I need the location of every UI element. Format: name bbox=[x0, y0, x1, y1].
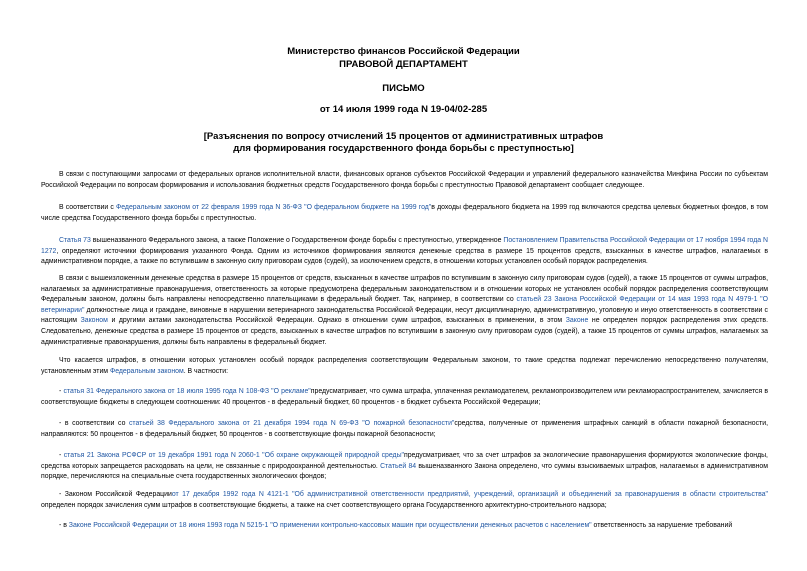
document-link[interactable]: Законом bbox=[80, 317, 108, 325]
subject-line-1: [Разъяснения по вопросу отчислений 15 процентов от административных штрафов bbox=[203, 131, 604, 142]
paragraph bbox=[41, 490, 768, 511]
paragraph bbox=[41, 451, 768, 483]
document-link[interactable]: от 17 декабря 1992 года N 4121-1 "Об административной ответственности предприятий, учреждений, организаций и объединений за правонарушения в области строительства" bbox=[171, 491, 768, 498]
document-link[interactable]: статьей 38 Федерального закона от 21 декабря 1994 года N 69-ФЗ "О пожарной безопасности" bbox=[128, 420, 455, 427]
paragraph-text: предусматривает, что сумма штрафа, уплаченная рекламодателем, рекламопроизводителем или рекламораспространителем, зачисляется в соответствующие бюджеты в следующем соотношении: 40 процентов - в федеральный бюджет, 60 процентов - в бюджет субъекта Российской Федерации; bbox=[41, 388, 768, 406]
paragraph-text: вышеназванного Закона определено, что суммы взыскиваемых штрафов, налагаемых в административном порядке, перечисляются на специальные счета государственных экологических фондов; bbox=[41, 462, 768, 481]
paragraph-text: определен порядок зачисления сумм штрафов в соответствующие бюджеты, а также на счет соответствующего органа Государственного архитектурно-строительного надзора; bbox=[41, 501, 607, 509]
paragraph bbox=[41, 170, 768, 191]
paragraph-text: В связи с поступающими запросами от федеральных органов исполнительной власти, финансовых органов субъектов Российской Федерации и управлений федерального казначейства Минфина России по субъектам Российской Федерации по вопросам формирования и использования бюджетных средств Государственного фонда борьбы с преступностью Правовой департамент сообщает следующее. bbox=[41, 171, 768, 189]
paragraph bbox=[41, 203, 768, 224]
ministry-title: Министерство финансов Российской Федерации bbox=[287, 46, 520, 57]
paragraph-text: - в соответствии со bbox=[59, 420, 129, 427]
document-link[interactable]: статья 21 Закона РСФСР от 19 декабря 1991 года N 2060-1 "Об охране окружающей природной среды" bbox=[63, 452, 404, 459]
document-link[interactable]: Статья 73 bbox=[59, 237, 91, 244]
paragraph-text: - в bbox=[59, 522, 69, 529]
document-type: ПИСЬМО bbox=[382, 83, 425, 94]
document-link[interactable]: Федеральным законом от 22 февраля 1999 года N 36-ФЗ "О федеральном бюджете на 1999 год" bbox=[116, 204, 432, 211]
paragraph-text: средства, полученные от применения штрафных санкций в области пожарной безопасности, направляются: 50 процентов - в федеральный бюджет, 50 процентов - в соответствующие фонды пожарной безопасности; bbox=[41, 420, 768, 438]
paragraph-text: В соответствии с bbox=[59, 204, 117, 211]
paragraph bbox=[41, 387, 768, 408]
document-link[interactable]: статья 31 Федерального закона от 18 июля 1995 года N 108-ФЗ "О рекламе" bbox=[63, 388, 311, 395]
paragraph-text: должностные лица и граждане, виновные в нарушении ветеринарного законодательства Российской Федерации, несут дисциплинарную, административную, уголовную и иную ответственность в соответствии с настоящим bbox=[41, 306, 768, 325]
document-date: от 14 июля 1999 года N 19-04/02-285 bbox=[319, 104, 488, 115]
paragraph-text: и другими актами законодательства Российской Федерации. Однако в отношении сумм штрафов, взысканных в применении, в этом bbox=[107, 317, 566, 325]
paragraph-text: не определен порядок распределения этих средств. Следовательно, денежные средства в размере 15 процентов от средств, взысканных в качестве штрафов по вступившим в законную силу приговорам судов (судей), а также 15 процентов от суммы штрафов, налагаемых за административные правонарушения, должны быть направлены в федеральный бюджет. bbox=[41, 317, 768, 346]
paragraph-text: - Законом Российской Федерации bbox=[59, 491, 172, 498]
paragraph-text: ответственность за нарушение требований bbox=[591, 522, 733, 529]
paragraph bbox=[41, 356, 768, 377]
document-link[interactable]: Законе Российской Федерации от 18 июня 1993 года N 5215-1 "О применении контрольно-кассовых машин при осуществлении денежных расчетов с населением" bbox=[68, 522, 592, 529]
paragraph-text: В связи с вышеизложенным денежные средства в размере 15 процентов от средств, взысканных в качестве штрафов по вступившим в законную силу приговорам судов (судей), а также 15 процентов от суммы штрафов, налагаемых за административные правонарушения, ответственность за которые предусмотрена федеральным законодательством и в отношении которых не установлен особый порядок распределения соответствующим Федеральным законом, должны быть направлены непосредственно плательщиками в федеральный бюджет. Так, например, в соответствии со bbox=[41, 275, 768, 304]
paragraph bbox=[41, 521, 768, 532]
subject-line-2: для формирования государственного фонда борьбы с преступностью] bbox=[233, 143, 574, 154]
document-link[interactable]: Законе bbox=[565, 317, 589, 325]
paragraph bbox=[41, 236, 768, 268]
paragraph-text: в доходы федерального бюджета на 1999 год включаются средства целевых бюджетных фондов, в том числе средства Государственного фонда борьбы с преступностью. bbox=[41, 204, 769, 222]
paragraph-text: - bbox=[59, 452, 64, 459]
paragraph bbox=[41, 419, 768, 440]
paragraph-text: Что касается штрафов, в отношении которых установлен особый порядок распределения соответствующим Федеральным законом, то такие средства подлежат перечислению непосредственно получателям, установленным этим bbox=[41, 357, 768, 375]
document-link[interactable]: Постановлением Правительства Российской Федерации от 17 ноября 1994 года N 1272 bbox=[41, 237, 768, 255]
document-link[interactable]: Статьей 84 bbox=[380, 462, 417, 470]
paragraph bbox=[41, 274, 768, 348]
document-link[interactable]: статьей 23 Закона Российской Федерации от 14 мая 1993 года N 4979-1 "О ветеринарии" bbox=[41, 296, 768, 314]
paragraph-text: вышеназванного Федерального закона, а также Положение о Государственном фонде борьбы с преступностью, утвержденное bbox=[90, 237, 504, 244]
paragraph-text: , определяют источники формирования указанного Фонда. Одним из источников формирования являются денежные средства в размере 15 процентов средств, взысканных в качестве штрафов, налагаемых в административном порядке, а также по вступившим в законную силу приговорам судов (судей), за исключением средств, в отношении которых установлен особый порядок распределения. bbox=[41, 247, 768, 266]
paragraph-text: . В частности: bbox=[183, 367, 229, 375]
paragraph-text: - bbox=[59, 388, 64, 395]
document-link[interactable]: Федеральным законом bbox=[109, 367, 184, 375]
department-title: ПРАВОВОЙ ДЕПАРТАМЕНТ bbox=[339, 59, 468, 70]
paragraph-text: предусматривает, что за счет штрафов за экологические правонарушения формируются экологические фонды, средства которых запрещается расходовать на цели, не связанные с природоохранной деятельностью. bbox=[41, 452, 768, 470]
